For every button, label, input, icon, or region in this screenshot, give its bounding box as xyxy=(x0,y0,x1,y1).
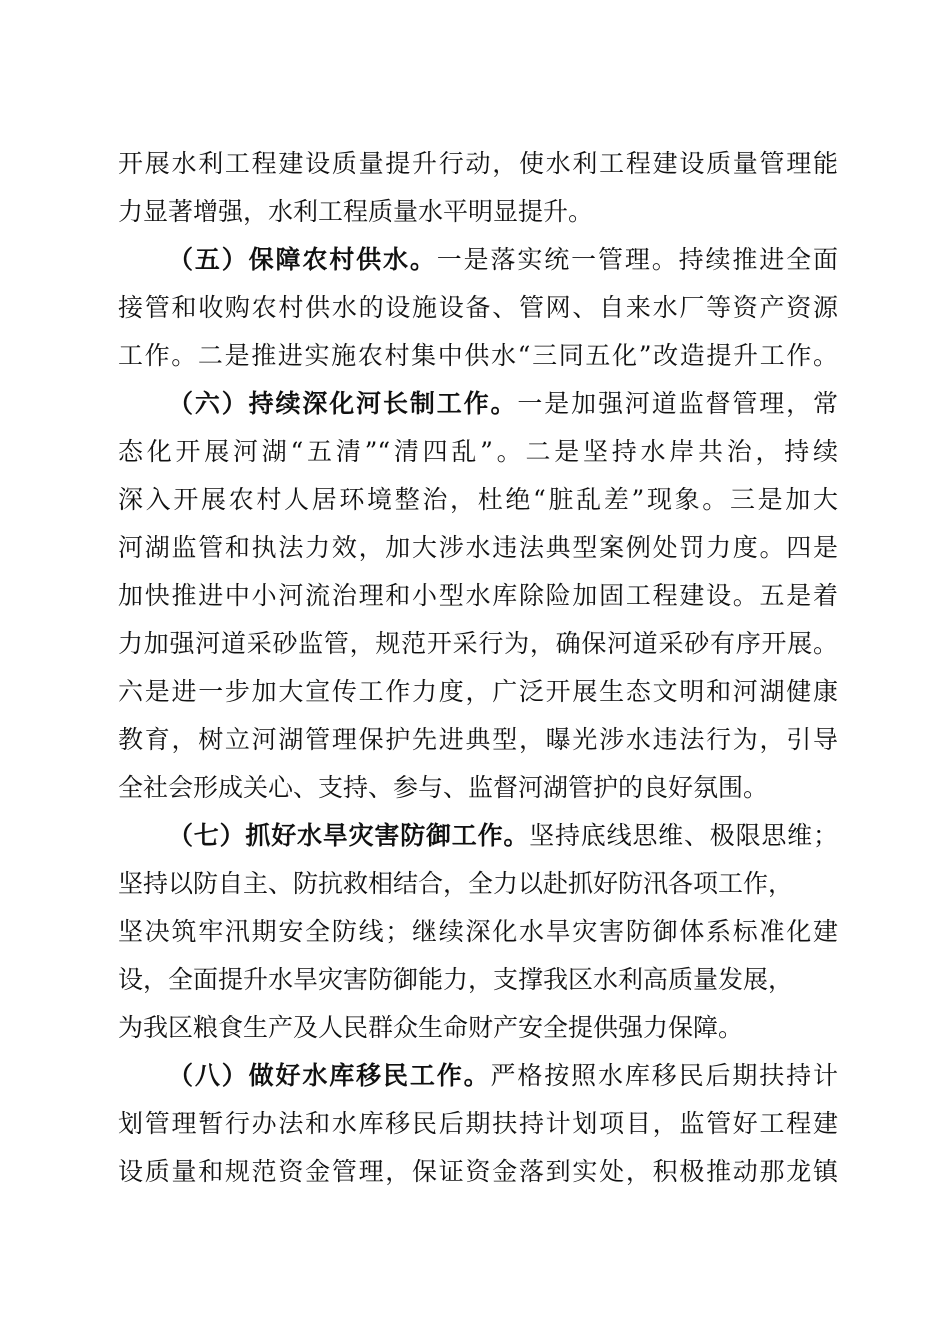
text-line xyxy=(118,812,838,860)
paragraph-section-6 xyxy=(118,380,838,812)
text-line: 加快推进中小河流治理和小型水库除险加固工程建设。五是着 xyxy=(118,581,838,610)
text-line: 坚决筑牢汛期安全防线；继续深化水旱灾害防御体系标准化建 xyxy=(118,917,838,946)
paragraph-section-8 xyxy=(118,1052,838,1196)
text-line: 深入开展农村人居环境整治，杜绝“脏乱差”现象。三是加大 xyxy=(118,485,838,514)
text-line: 划管理暂行办法和水库移民后期扶持计划项目，监管好工程建 xyxy=(118,1109,838,1138)
text-line: 开展水利工程建设质量提升行动，使水利工程建设质量管理能 xyxy=(118,149,838,178)
text-line xyxy=(118,236,838,284)
text-line: 为我区粮食生产及人民群众生命财产安全提供强力保障。 xyxy=(118,1013,744,1042)
section-heading: （六）持续深化河长制工作。 xyxy=(168,389,518,418)
text-line: 接管和收购农村供水的设施设备、管网、自来水厂等资产资源 xyxy=(118,293,838,322)
text-line: 力加强河道采砂监管，规范开采行为，确保河道采砂有序开展。 xyxy=(118,629,838,658)
section-heading: （八）做好水库移民工作。 xyxy=(168,1061,491,1090)
text-run: 一是加强河道监督管理，常 xyxy=(517,389,838,418)
text-line: 全社会形成关心、支持、参与、监督河湖管护的良好氛围。 xyxy=(118,773,769,802)
section-heading: （七）抓好水旱灾害防御工作。 xyxy=(168,821,530,850)
text-line: 力显著增强，水利工程质量水平明显提升。 xyxy=(118,197,594,226)
paragraph-section-5 xyxy=(118,236,838,380)
text-line: 工作。二是推进实施农村集中供水“三同五化”改造提升工作。 xyxy=(118,341,838,370)
paragraph-intro xyxy=(118,140,838,236)
section-heading: （五）保障农村供水。 xyxy=(168,245,437,274)
text-run: 坚持底线思维、极限思维； xyxy=(529,821,838,850)
text-run: 严格按照水库移民后期扶持计 xyxy=(490,1061,838,1090)
document-page xyxy=(118,140,838,1196)
text-line: 坚持以防自主、防抗救相结合，全力以赴抓好防汛各项工作， xyxy=(118,869,794,898)
text-line: 教育，树立河湖管理保护先进典型，曝光涉水违法行为，引导 xyxy=(118,725,838,754)
text-run: 一是落实统一管理。持续推进全面 xyxy=(436,245,838,274)
text-line xyxy=(118,1052,838,1100)
text-line: 六是进一步加大宣传工作力度，广泛开展生态文明和河湖健康 xyxy=(118,677,838,706)
text-line: 设，全面提升水旱灾害防御能力，支撑我区水利高质量发展， xyxy=(118,965,794,994)
text-line: 态化开展河湖“五清”“清四乱”。二是坚持水岸共治，持续 xyxy=(118,437,838,466)
text-line: 设质量和规范资金管理，保证资金落到实处，积极推动那龙镇 xyxy=(118,1157,838,1186)
paragraph-section-7 xyxy=(118,812,838,1052)
text-line xyxy=(118,380,838,428)
text-line: 河湖监管和执法力效，加大涉水违法典型案例处罚力度。四是 xyxy=(118,533,838,562)
